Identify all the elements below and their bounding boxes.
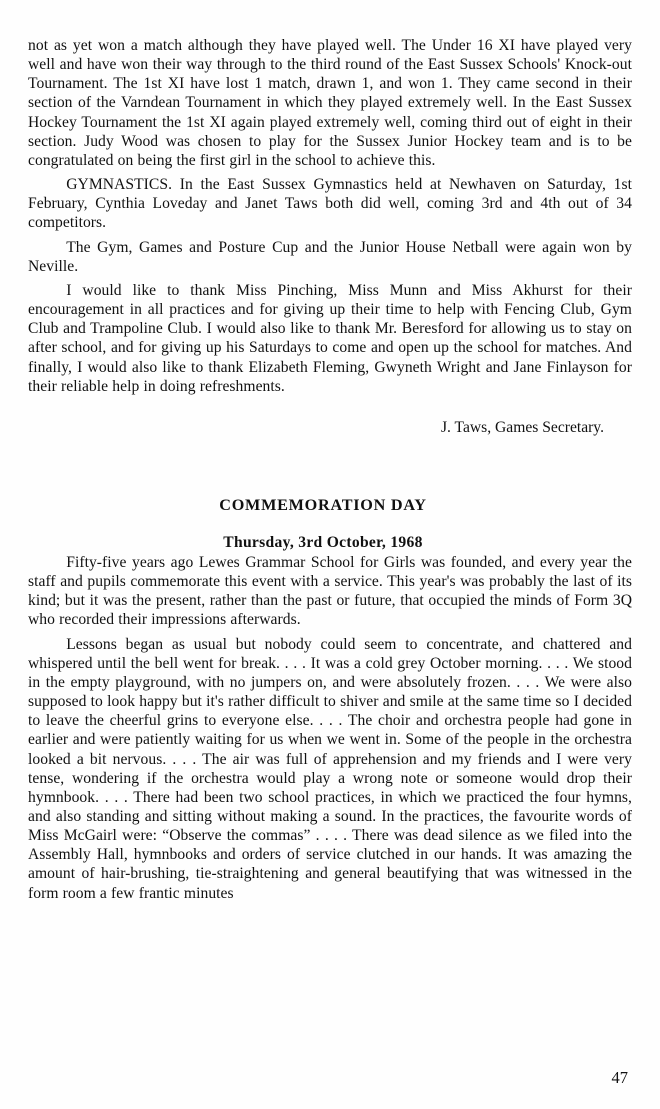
paragraph-gymnastics: GYMNASTICS. In the East Sussex Gymnastics held at Newhaven on Saturday, 1st February, Cynthia Loveday and Janet Taws both did well, coming 3rd and 4th out of 34 competitors. — [28, 176, 632, 232]
paragraph-games-continued: not as yet won a match although they have played well. The Under 16 XI have played very well and have won their way through to the third round of the East Sussex Schools' Knock-out Tournament. The 1st XI have lost 1 match, drawn 1, and won 1. They came second in their section of the Varndean Tournament in which they played extremely well. In the East Sussex Hockey Tournament the 1st XI again played extremely well, coming third out of eight in their section. Judy Wood was chosen to play for the Sussex Junior Hockey team and is to be congratulated on being the first girl in the school to achieve this. — [28, 37, 632, 169]
page-title: COMMEMORATION DAY — [219, 495, 427, 514]
text-column — [28, 36, 632, 903]
games-secretary-signature: J. Taws, Games Secretary. — [440, 418, 604, 436]
page-number: 47 — [611, 1068, 628, 1087]
paragraph-cups: The Gym, Games and Posture Cup and the Junior House Netball were again won by Neville. — [28, 238, 632, 275]
paragraph-commemoration-account: Lessons began as usual but nobody could seem to concentrate, and chattered and whispered until the bell went for break. . . . It was a cold grey October morning. . . . We stood in the empty playground, with no jumpers on, and were absolutely frozen. . . . We were also supposed to look happy but it's rather difficult to shiver and smile at the same time so I decided to leave the cheerful grins to everyone else. . . . The choir and orchestra people had gone in earlier and were patiently waiting for us when we went in. Some of the people in the orchestra looked a bit nervous. . . . The air was full of apprehension and my friends and I were very tense, wondering if the orchestra would play a wrong note or someone would drop their hymnbook. . . . There had been two school practices, in which we practiced the four hymns, and also standing and sitting without making a sound. In the practices, the favourite words of Miss McGairl were: “Observe the commas” . . . . There was dead silence as we filed into the Assembly Hall, hymnbooks and orders of service clutched in our hands. It was amazing the amount of hair-brushing, tie-straightening and general beautifying that was witnessed in the form room a few frantic minutes — [28, 635, 632, 902]
paragraph-commemoration-intro: Fifty-five years ago Lewes Grammar School for Girls was founded, and every year the staff and pupils commemorate this event with a service. This year's was probably the last of its kind; but it was the present, rather than the past or future, that occupied the minds of Form 3Q who recorded their impressions afterwards. — [28, 553, 632, 629]
page-subtitle: Thursday, 3rd October, 1968 — [223, 533, 423, 551]
paragraph-thanks: I would like to thank Miss Pinching, Miss Munn and Miss Akhurst for their encouragement in all practices and for giving up their time to help with Fencing Club, Gym Club and Trampoline Club. I would also like to thank Mr. Beresford for allowing us to stay on after school, and for giving up his Saturdays to come and open up the school for matches. And finally, I would also like to thank Elizabeth Fleming, Gwyneth Wright and Jane Finlayson for their reliable help in doing refreshments. — [28, 281, 632, 395]
